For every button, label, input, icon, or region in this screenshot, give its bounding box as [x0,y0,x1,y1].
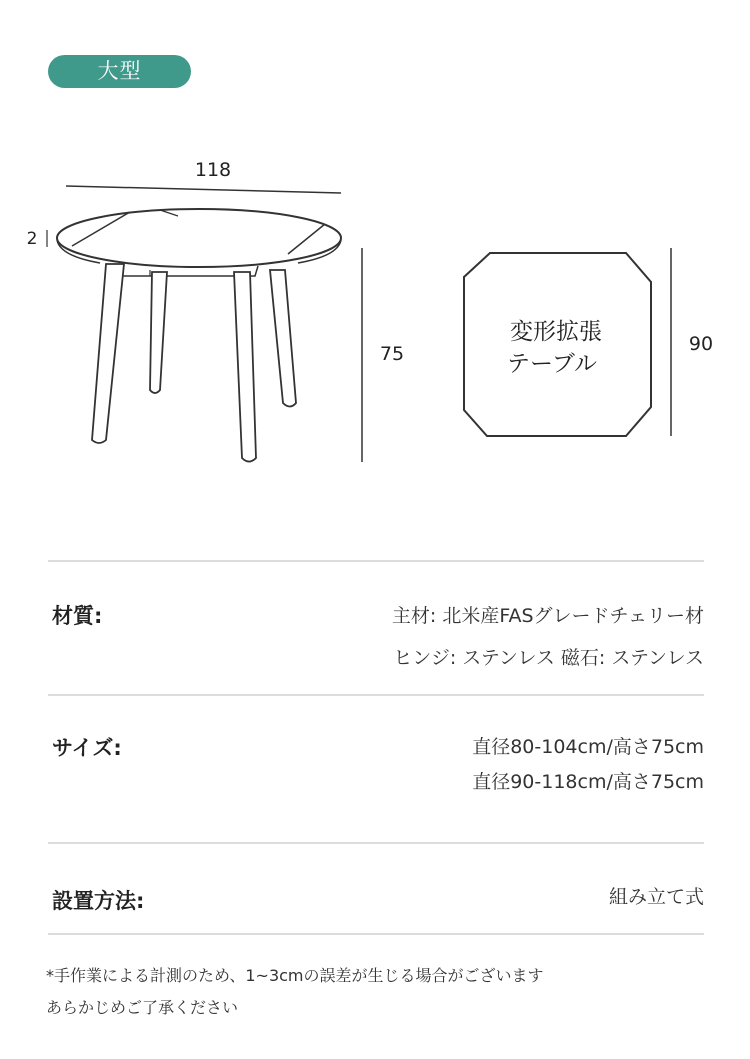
shape-label-line1: 変形拡張 [510,319,602,345]
shape-label-line2: テーブル [507,351,597,377]
size-value-large: 直径90-118cm/高さ75cm [472,771,704,793]
width-dimension-label: 118 [194,159,232,181]
material-label: 材質: [52,604,103,628]
height-dimension-label: 75 [379,343,405,365]
measurement-note-line2: あらかじめご了承ください [46,998,239,1017]
measurement-note-line1: *手作業による計測のため、1~3cmの誤差が生じる場合がございます [46,966,544,985]
thickness-dimension-label: 2 [26,229,38,249]
divider-size [48,842,704,844]
depth-dimension-label: 90 [688,333,714,355]
install-label: 設置方法: [52,889,145,913]
table-legs [92,264,296,462]
size-label: サイズ: [52,736,122,760]
material-main-value: 主材: 北米産FASグレードチェリー材 [391,605,704,627]
divider-bottom [48,933,704,935]
table-leg-front-right [234,272,256,462]
material-hardware-value: ヒンジ: ステンレス 磁石: ステンレス [393,647,704,669]
divider-top [48,560,704,562]
table-leg-front-left [92,264,124,443]
size-value-small: 直径80-104cm/高さ75cm [472,736,704,758]
table-leg-back-right [270,270,296,407]
width-dimension-line [66,186,341,193]
size-badge: 大型 [48,55,191,88]
table-top [57,209,341,267]
divider-material [48,694,704,696]
install-value: 組み立て式 [608,886,704,908]
table-leg-back-left [150,272,167,393]
table-dimension-diagram [0,100,750,500]
